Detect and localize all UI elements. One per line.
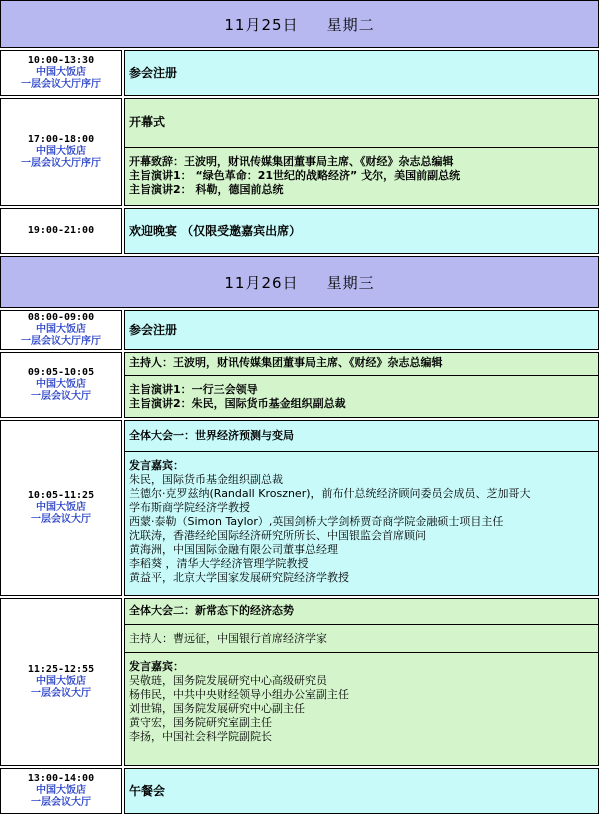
session-room: 一层会议大厅 xyxy=(31,688,91,699)
session-venue: 中国大饭店 xyxy=(36,676,86,687)
session-time-cell xyxy=(0,50,122,96)
session-content xyxy=(124,352,599,418)
session-title: 开幕式 xyxy=(129,115,166,129)
session-lines xyxy=(129,155,460,197)
speaker-item: 黄守宏，国务院研究室副主任 xyxy=(129,716,272,729)
session-title: 全体大会二：新常态下的经济态势 xyxy=(129,604,294,617)
day-date: 11月26日 xyxy=(224,273,299,292)
divider xyxy=(125,652,598,653)
session-room: 一层会议大厅序厅 xyxy=(21,158,101,169)
session-line: 主旨演讲2：朱民，国际货币基金组织副总裁 xyxy=(129,397,346,410)
session-title: 参会注册 xyxy=(129,66,178,80)
session-line: 主旨演讲1： “绿色革命：21世纪的战略经济” 戈尔，美国前副总统 xyxy=(129,169,461,182)
speaker-item: 朱民，国际货币基金组织副总裁 xyxy=(129,473,283,486)
speaker-item: 李扬，中国社会科学院副院长 xyxy=(129,730,272,743)
divider xyxy=(125,451,598,452)
session-venue: 中国大饭店 xyxy=(36,324,86,335)
session-content xyxy=(124,420,599,596)
session-room: 一层会议大厅 xyxy=(31,797,91,808)
divider xyxy=(125,624,598,625)
day-header-2 xyxy=(0,256,599,308)
speaker-list xyxy=(129,660,349,744)
session-time-cell xyxy=(0,98,122,206)
speaker-item: 李稻葵 ，清华大学经济管理学院教授 xyxy=(129,557,309,570)
divider xyxy=(125,147,598,148)
session-content xyxy=(124,50,599,96)
speaker-item: 西蒙·泰勒（Simon Taylor）,英国剑桥大学剑桥贾奇商学院金融硕士项目主任 xyxy=(129,515,504,528)
session-room: 一层会议大厅序厅 xyxy=(21,79,101,90)
divider xyxy=(125,375,598,376)
speaker-item: 黄益平，北京大学国家发展研究院经济学教授 xyxy=(129,571,349,584)
session-room: 一层会议大厅序厅 xyxy=(21,336,101,347)
session-time: 17:00-18:00 xyxy=(27,134,95,145)
session-content xyxy=(124,768,599,814)
session-host: 主持人：曹远征，中国银行首席经济学家 xyxy=(129,632,327,645)
session-content xyxy=(124,208,599,254)
speakers-label: 发言嘉宾： xyxy=(129,459,184,472)
session-time: 11:25-12:55 xyxy=(27,664,95,675)
session-lines xyxy=(129,383,346,411)
session-time-cell xyxy=(0,420,122,596)
session-content xyxy=(124,598,599,766)
session-content xyxy=(124,310,599,350)
session-time-cell xyxy=(0,310,122,350)
session-time: 08:00-09:00 xyxy=(27,312,95,323)
day-weekday: 星期二 xyxy=(326,15,375,34)
session-venue: 中国大饭店 xyxy=(36,785,86,796)
speaker-item: 黄海洲，中国国际金融有限公司董事总经理 xyxy=(129,543,338,556)
session-venue: 中国大饭店 xyxy=(36,67,86,78)
speaker-item: 杨伟民，中共中央财经领导小组办公室副主任 xyxy=(129,688,349,701)
session-content xyxy=(124,98,599,206)
session-room: 一层会议大厅 xyxy=(31,514,91,525)
session-time: 10:05-11:25 xyxy=(27,490,95,501)
session-time: 10:00-13:30 xyxy=(27,55,95,66)
day-date: 11月25日 xyxy=(224,15,299,34)
session-time: 19:00-21:00 xyxy=(27,225,95,236)
session-venue: 中国大饭店 xyxy=(36,502,86,513)
session-line: 开幕致辞：王波明，财讯传媒集团董事局主席、《财经》杂志总编辑 xyxy=(129,155,454,168)
session-room: 一层会议大厅 xyxy=(31,391,91,402)
speaker-item: 学布斯商学院经济学教授 xyxy=(129,501,250,514)
speaker-item: 兰德尔·克罗兹纳(Randall Kroszner)，前布什总统经济顾问委员会成员、芝加哥大 xyxy=(129,487,531,500)
session-line: 主旨演讲2： 科勒，德国前总统 xyxy=(129,183,284,196)
session-title: 参会注册 xyxy=(129,323,178,337)
session-time: 13:00-14:00 xyxy=(27,773,95,784)
session-venue: 中国大饭店 xyxy=(36,146,86,157)
session-time: 09:05-10:05 xyxy=(27,367,95,378)
session-time-cell xyxy=(0,768,122,814)
session-host: 主持人：王波明，财讯传媒集团董事局主席、《财经》杂志总编辑 xyxy=(129,356,443,369)
day-weekday: 星期三 xyxy=(326,273,375,292)
speaker-item: 刘世锦，国务院发展研究中心副主任 xyxy=(129,702,305,715)
speaker-item: 吴敬琏，国务院发展研究中心高级研究员 xyxy=(129,674,327,687)
session-title: 欢迎晚宴 （仅限受邀嘉宾出席） xyxy=(129,224,302,238)
speakers-label: 发言嘉宾： xyxy=(129,660,184,673)
session-time-cell xyxy=(0,598,122,766)
session-line: 主旨演讲1：一行三会领导 xyxy=(129,383,258,396)
session-time-cell xyxy=(0,208,122,254)
day-header-1 xyxy=(0,0,599,48)
speaker-item: 沈联涛，香港经纶国际经济研究所所长、中国银监会首席顾问 xyxy=(129,529,426,542)
session-title: 全体大会一：世界经济预测与变局 xyxy=(129,429,294,442)
session-title: 午餐会 xyxy=(129,784,166,798)
speaker-list xyxy=(129,459,531,585)
session-venue: 中国大饭店 xyxy=(36,379,86,390)
session-time-cell xyxy=(0,352,122,418)
